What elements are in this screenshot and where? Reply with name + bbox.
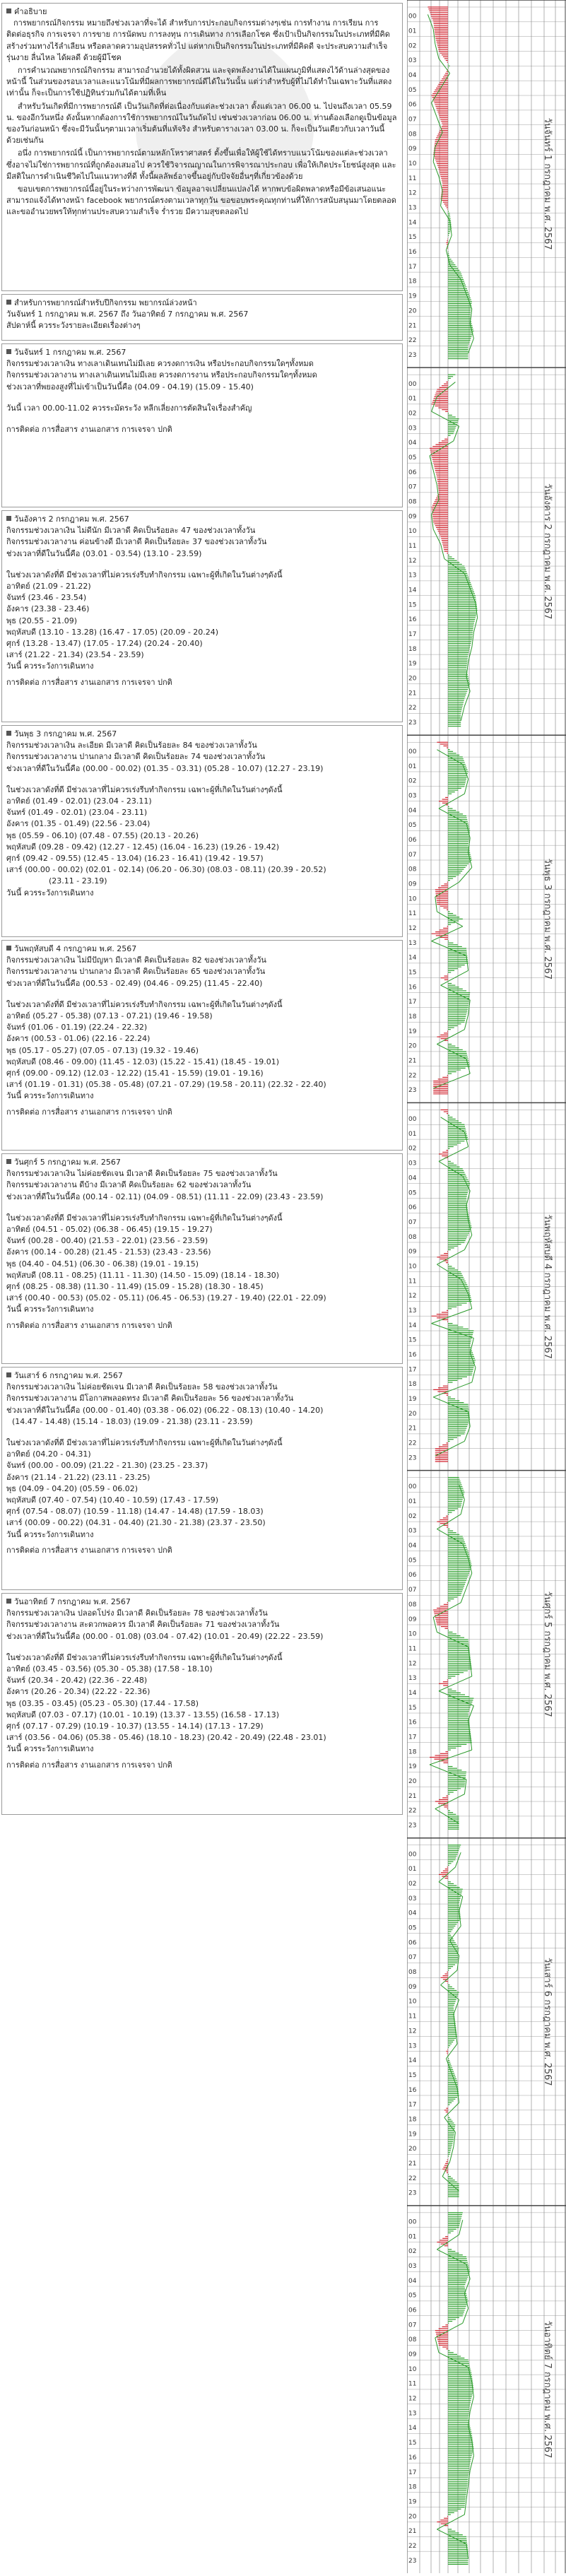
hour-tick-label: 03 [408, 425, 417, 433]
day-other-line: เสาร์ (03.56 - 04.06) (05.38 - 05.46) (18.10 - 18.23) (20.42 - 20.49) (22.48 - 23.01) [6, 1733, 326, 1743]
day-panel [1, 1367, 403, 1590]
hour-tick-label: 02 [408, 1145, 417, 1153]
day-work-activity: กิจกรรมช่วงเวลางาน มีโอกาสพลอดทรง มีเวลาดี คิดเป็นร้อยละ 56 ของช่วงเวลาทั้งวัน [6, 1394, 294, 1404]
hour-tick-label: 19 [408, 293, 417, 300]
hour-tick-label: 13 [408, 1307, 417, 1315]
hour-tick-label: 16 [408, 249, 417, 257]
hour-tick-label: 16 [408, 1719, 417, 1727]
day-other-line: จันทร์ (00.28 - 00.40) (21.53 - 22.01) (23.56 - 23.59) [6, 1236, 208, 1246]
day-vertical-label: วันเสาร์ 6 กรกฎาคม พ.ศ. 2567 [542, 1957, 553, 2086]
day-work-activity: กิจกรรมช่วงเวลางาน ปานกลาง มีเวลาดี คิดเป็นร้อยละ 65 ของช่วงเวลาทั้งวัน [6, 967, 266, 977]
hour-tick-label: 00 [408, 748, 417, 755]
hour-tick-label: 19 [408, 660, 417, 668]
day-vertical-label: วันจันทร์ 1 กรกฎาคม พ.ศ. 2567 [542, 117, 553, 250]
day-other-title: ในช่วงเวลาดังที่ดี มีช่วงเวลาที่ไม่ควรเร่งรีบทำกิจกรรม เฉพาะผู้ที่เกิดในวันต่างๆดังนี้ [6, 1438, 283, 1448]
day-panel [1, 1153, 403, 1364]
hour-tick-label: 15 [408, 234, 417, 242]
hour-tick-label: 17 [408, 2469, 417, 2476]
hour-tick-label: 22 [408, 2542, 417, 2550]
hour-tick-label: 17 [408, 2101, 417, 2109]
bullet-icon [6, 300, 11, 305]
day-other-line: การติดต่อ การสื่อสาร งานเอกสาร การเจรจา ปกติ [6, 677, 172, 687]
hour-tick-label: 08 [408, 498, 417, 506]
intro-paragraph-5: ขอบเขตการพยากรณ์นี้อยู่ในระหว่างการพัฒนา ข้อมูลอาจเปลี่ยนแปลงได้ หากพบข้อผิดพลาดหรือมีข้อเสนอแนะ สามารถแจ้งได้ทางหน้า facebook พยากรณ์ตรงตามเวลาทุกวัน ขอขอบพระคุณทุกท่านที่ให้การสนับสนุนมาโดยตลอด และขออำนวยพรให้ทุกท่านประสบความสำเร็จ ร่ำรวย มีความสุขตลอดไป [6, 184, 396, 217]
day-money-activity: กิจกรรมช่วงเวลาเงิน ไม่ค่อยชัดเจน มีเวลาดี คิดเป็นร้อยละ 75 ของช่วงเวลาทั้งวัน [6, 1169, 278, 1179]
hour-tick-label: 06 [408, 1204, 417, 1212]
day-other-title: ในช่วงเวลาดังที่ดี มีช่วงเวลาที่ไม่ควรเร่งรีบทำกิจกรรม เฉพาะผู้ที่เกิดในวันต่างๆดังนี้ [6, 1652, 283, 1662]
day-date: วันอาทิตย์ 7 กรกฎาคม พ.ศ. 2567 [6, 1596, 398, 1608]
day-best-times-cont: (14.47 - 14.48) (15.14 - 18.03) (19.09 - 21.38) (23.11 - 23.59) [12, 1416, 253, 1426]
day-vertical-label: วันพุธ 3 กรกฎาคม พ.ศ. 2567 [542, 858, 553, 980]
day-money-activity: กิจกรรมช่วงเวลาเงิน ไม่ค่อยชัดเจน มีเวลาดี คิดเป็นร้อยละ 58 ของช่วงเวลาทั้งวัน [6, 1382, 278, 1392]
hour-tick-label: 11 [408, 175, 417, 182]
hour-tick-label: 01 [408, 763, 417, 770]
day-other-line: พุธ (03.35 - 03.45) (05.23 - 05.30) (17.44 - 17.58) [6, 1698, 199, 1708]
hour-tick-label: 21 [408, 1792, 417, 1800]
hour-tick-label: 09 [408, 881, 417, 888]
bullet-icon [6, 8, 11, 13]
hour-tick-label: 08 [408, 131, 417, 139]
hour-tick-label: 01 [408, 395, 417, 403]
hour-tick-label: 20 [408, 2146, 417, 2153]
bullet-icon [6, 349, 11, 354]
hour-tick-label: 21 [408, 1425, 417, 1433]
hour-tick-label: 00 [408, 1116, 417, 1124]
hour-tick-label: 02 [408, 410, 417, 418]
hour-tick-label: 22 [408, 337, 417, 345]
day-other-line: วันนี้ ควรระวังการเดินทาง [6, 1091, 94, 1101]
day-other-line: ศุกร์ (08.25 - 08.38) (11.30 - 11.49) (15.09 - 15.28) (18.30 - 18.45) [6, 1282, 264, 1292]
day-other-line: จันทร์ (23.46 - 23.54) [6, 593, 87, 603]
day-other-line: เสาร์ (00.00 - 00.02) (02.01 - 02.14) (06.20 - 06.30) (08.03 - 08.11) (20.39 - 20.52) [6, 865, 326, 875]
hour-tick-label: 15 [408, 601, 417, 609]
hour-tick-label: 15 [408, 2440, 417, 2447]
hour-tick-label: 21 [408, 2160, 417, 2168]
hour-tick-label: 09 [408, 1983, 417, 1991]
hour-tick-label: 18 [408, 2116, 417, 2124]
hour-tick-label: 00 [408, 1483, 417, 1491]
hour-tick-label: 00 [408, 13, 417, 20]
hour-tick-label: 04 [408, 71, 417, 79]
hour-tick-label: 15 [408, 1336, 417, 1344]
hour-tick-label: 17 [408, 263, 417, 271]
day-vertical-label: วันอาทิตย์ 7 กรกฎาคม พ.ศ. 2567 [542, 2320, 553, 2459]
hour-tick-label: 21 [408, 322, 417, 330]
hour-tick-label: 17 [408, 999, 417, 1006]
day-date: วันจันทร์ 1 กรกฎาคม พ.ศ. 2567 [6, 347, 398, 358]
bullet-icon [6, 731, 11, 736]
hour-tick-label: 16 [408, 616, 417, 624]
hour-tick-label: 10 [408, 528, 417, 536]
day-other-line: วันนี้ ควรระวังการเดินทาง [6, 1744, 94, 1754]
day-best-times: ช่วงเวลาที่ดีในวันนี้คือ (00.53 - 02.49) (04.46 - 09.25) (11.45 - 22.40) [6, 978, 263, 988]
hourly-forecast-chart [407, 0, 566, 2573]
bullet-icon [6, 1599, 11, 1604]
hour-tick-label: 03 [408, 1895, 417, 1902]
day-other-line: อาทิตย์ (01.49 - 02.01) (23.04 - 23.11) [6, 796, 152, 806]
hour-tick-label: 05 [408, 1189, 417, 1197]
day-best-times: ช่วงเวลาที่ดีในวันนี้คือ (03.01 - 03.54) (13.10 - 23.59) [6, 548, 202, 558]
hour-tick-label: 11 [408, 543, 417, 551]
day-other-title: ในช่วงเวลาดังที่ดี มีช่วงเวลาที่ไม่ควรเร่งรีบทำกิจกรรม เฉพาะผู้ที่เกิดในวันต่างๆดังนี้ [6, 999, 283, 1009]
hour-tick-label: 20 [408, 675, 417, 683]
day-other-line: เสาร์ (01.19 - 01.31) (05.38 - 05.48) (07.21 - 07.29) (19.58 - 20.11) (22.32 - 22.40) [6, 1080, 326, 1090]
hour-tick-label: 12 [408, 1660, 417, 1668]
hour-tick-label: 02 [408, 42, 417, 50]
hour-tick-label: 07 [408, 851, 417, 859]
hour-tick-label: 23 [408, 351, 417, 359]
day-other-line: จันทร์ (20.34 - 20.42) (22.36 - 22.48) [6, 1676, 148, 1686]
day-money-activity: กิจกรรมช่วงเวลาเงิน ไม่มีปัญหา มีเวลาดี คิดเป็นร้อยละ 82 ของช่วงเวลาทั้งวัน [6, 955, 266, 965]
day-other-line: ศุกร์ (09.00 - 09.12) (12.03 - 12.22) (15.41 - 15.59) (19.01 - 19.16) [6, 1069, 264, 1078]
hour-tick-label: 00 [408, 1851, 417, 1859]
hour-tick-label: 09 [408, 2351, 417, 2359]
day-date: วันอังคาร 2 กรกฎาคม พ.ศ. 2567 [6, 514, 398, 525]
hour-tick-label: 03 [408, 1527, 417, 1535]
day-other-line: พฤหัสบดี (08.11 - 08.25) (11.11 - 11.30) (14.50 - 15.09) (18.14 - 18.30) [6, 1270, 280, 1280]
hour-tick-label: 15 [408, 2071, 417, 2079]
hour-tick-label: 20 [408, 1410, 417, 1418]
day-other-line: การติดต่อ การสื่อสาร งานเอกสาร การเจรจา ปกติ [6, 1320, 172, 1330]
day-caution [6, 403, 398, 414]
hour-tick-label: 19 [408, 1763, 417, 1771]
day-caution-label: วันนี้ [6, 403, 22, 413]
hour-tick-label: 11 [408, 2013, 417, 2021]
hour-tick-label: 05 [408, 1924, 417, 1932]
hour-tick-label: 20 [408, 2513, 417, 2521]
hour-tick-label: 12 [408, 924, 417, 932]
hour-tick-label: 02 [408, 1512, 417, 1520]
hour-tick-label: 14 [408, 2057, 417, 2065]
day-best-times: ช่วงเวลาที่ดีในวันนี้คือ (00.14 - 02.11) (04.09 - 08.51) (11.11 - 22.09) (23.43 - 23.59) [6, 1192, 324, 1201]
day-other-line: อังคาร (20.26 - 20.34) (22.22 - 22.36) [6, 1687, 151, 1697]
day-other-line: เสาร์ (21.22 - 21.34) (23.54 - 23.59) [6, 650, 144, 660]
day-other-line: วันนี้ ควรระวังการเดินทาง [6, 888, 94, 898]
hour-tick-label: 12 [408, 189, 417, 197]
hour-tick-label: 05 [408, 1557, 417, 1565]
hour-tick-label: 07 [408, 2322, 417, 2329]
day-work-activity: กิจกรรมช่วงเวลางาน ค่อนข้างดี มีเวลาดี คิดเป็นร้อยละ 37 ของช่วงเวลาทั้งวัน [6, 537, 267, 547]
hour-tick-label: 01 [408, 28, 417, 35]
hour-tick-label: 07 [408, 1954, 417, 1962]
hour-tick-label: 17 [408, 631, 417, 639]
hour-tick-label: 00 [408, 2218, 417, 2226]
day-other-line: พฤหัสบดี (09.28 - 09.42) (12.27 - 12.45) (16.04 - 16.23) (19.26 - 19.42) [6, 842, 280, 852]
hour-tick-label: 23 [408, 2189, 417, 2197]
day-money-activity: กิจกรรมช่วงเวลาเงิน ไม่ดีนัก มีเวลาดี คิดเป็นร้อยละ 47 ของช่วงเวลาทั้งวัน [6, 526, 256, 536]
hour-tick-label: 14 [408, 954, 417, 962]
day-other-line: ศุกร์ (13.28 - 13.47) (17.05 - 17.24) (20.24 - 20.40) [6, 639, 203, 649]
hour-tick-label: 04 [408, 1175, 417, 1182]
hour-tick-label: 05 [408, 822, 417, 830]
hour-tick-label: 04 [408, 1910, 417, 1917]
day-work-activity: กิจกรรมช่วงเวลางาน สะดวกพอควร มีเวลาดี คิดเป็นร้อยละ 71 ของช่วงเวลาทั้งวัน [6, 1620, 280, 1630]
hour-tick-label: 12 [408, 2395, 417, 2403]
hour-tick-label: 18 [408, 1748, 417, 1756]
hour-tick-label: 18 [408, 645, 417, 653]
hour-tick-label: 21 [408, 1057, 417, 1065]
hour-tick-label: 08 [408, 1969, 417, 1977]
day-contact-note: การติดต่อ การสื่อสาร งานเอกสาร การเจรจา ปกติ [6, 425, 172, 435]
hour-tick-label: 17 [408, 1734, 417, 1741]
day-other-title: ในช่วงเวลาดังที่ดี มีช่วงเวลาที่ไม่ควรเร่งรีบทำกิจกรรม เฉพาะผู้ที่เกิดในวันต่างๆดังนี้ [6, 1213, 283, 1223]
hour-tick-label: 23 [408, 2557, 417, 2565]
hour-tick-label: 10 [408, 1998, 417, 2006]
day-other-line: พุธ (04.40 - 04.51) (06.30 - 06.38) (19.01 - 19.15) [6, 1259, 199, 1269]
hour-tick-label: 04 [408, 1542, 417, 1550]
hour-tick-label: 02 [408, 1881, 417, 1888]
hour-tick-label: 23 [408, 719, 417, 727]
day-other-line: เสาร์ (00.40 - 00.53) (05.02 - 05.11) (06.45 - 06.53) (19.27 - 19.40) (22.01 - 22.09) [6, 1293, 326, 1303]
day-other-line: การติดต่อ การสื่อสาร งานเอกสาร การเจรจา ปกติ [6, 1545, 172, 1555]
hour-tick-label: 18 [408, 2483, 417, 2491]
hour-tick-label: 09 [408, 513, 417, 521]
hour-tick-label: 07 [408, 483, 417, 491]
day-panel [1, 510, 403, 722]
hour-tick-label: 18 [408, 1013, 417, 1021]
hour-tick-label: 16 [408, 1351, 417, 1359]
day-other-line: ศุกร์ (07.54 - 08.07) (10.59 - 11.18) (14.47 - 14.48) (17.59 - 18.03) [6, 1507, 264, 1517]
intro-paragraph-4: อนึ่ง การพยากรณ์นี้ เป็นการพยากรณ์ตามหลักโหราศาสตร์ ตั้งขึ้นเพื่อให้ผู้ใช้ได้ทราบแนวโน้มของแต่ละช่วงเวลา ซึ่งอาจไม่ใช่การพยากรณ์ที่ถูกต้องเสมอไป ควรใช้วิจารณญาณในการพิจารณาประกอบ เพื่อให้เกิดประโยชน์สูงสุด และมีสติในการดำเนินชีวิตไปในแนวทางที่ดี ทั้งนี้ผลลัพธ์อาจขึ้นอยู่กับปัจจัยอื่นๆที่เกี่ยวข้องด้วย [6, 148, 396, 181]
hour-tick-label: 10 [408, 1630, 417, 1638]
hour-tick-label: 08 [408, 1233, 417, 1241]
hour-tick-label: 04 [408, 807, 417, 815]
hour-tick-label: 19 [408, 2498, 417, 2506]
hour-tick-label: 13 [408, 2410, 417, 2418]
hour-tick-label: 02 [408, 2248, 417, 2256]
week-range: วันจันทร์ 1 กรกฎาคม พ.ศ. 2567 ถึง วันอาทิตย์ 7 กรกฎาคม พ.ศ. 2567 [6, 310, 249, 319]
day-work-activity: กิจกรรมช่วงเวลางาน ดีบ้าง มีเวลาดี คิดเป็นร้อยละ 62 ของช่วงเวลาทั้งวัน [6, 1180, 252, 1190]
hour-tick-label: 20 [408, 1777, 417, 1785]
day-best-times: ช่วงเวลาที่ดีในวันนี้คือ (00.00 - 01.40) (03.38 - 06.02) (06.22 - 08.13) (10.40 - 14.20) [6, 1405, 324, 1415]
bullet-icon [6, 946, 11, 951]
hour-tick-label: 06 [408, 836, 417, 844]
hour-tick-label: 06 [408, 1939, 417, 1947]
day-panel [1, 725, 403, 937]
hour-tick-label: 18 [408, 278, 417, 286]
hour-tick-label: 14 [408, 1322, 417, 1329]
day-other-line: อาทิตย์ (03.45 - 03.56) (05.30 - 05.38) (17.58 - 18.10) [6, 1664, 213, 1674]
day-other-line: พฤหัสบดี (07.03 - 07.17) (10.01 - 10.19) (13.37 - 13.55) (16.58 - 17.13) [6, 1710, 280, 1719]
week-title: สำหรับการพยากรณ์สำหรับปีกิจกรรม พยากรณ์ล่วงหน้า [6, 298, 398, 309]
day-other-line: อาทิตย์ (04.20 - 04.31) [6, 1449, 91, 1459]
hour-tick-label: 22 [408, 1072, 417, 1080]
hour-tick-label: 14 [408, 1689, 417, 1697]
hour-tick-label: 02 [408, 777, 417, 785]
hour-tick-label: 06 [408, 469, 417, 476]
week-summary-panel [1, 294, 403, 341]
day-other-line: พุธ (05.17 - 05.27) (07.05 - 07.13) (19.32 - 19.46) [6, 1045, 199, 1055]
day-panel [1, 940, 403, 1151]
hour-tick-label: 08 [408, 2336, 417, 2344]
day-best-times: ช่วงเวลาที่พยองสูงที่ไม่เข้าเป็นวันนี้คือ (04.09 - 04.19) (15.09 - 15.40) [6, 382, 254, 392]
hour-tick-label: 23 [408, 1454, 417, 1462]
hour-tick-label: 01 [408, 1498, 417, 1506]
hour-tick-label: 13 [408, 2042, 417, 2050]
day-work-activity: กิจกรรมช่วงเวลางาน ทางเลาเดินเทนไม่มีเลย ควรงดการงาน หรือประกอบกิจกรรมใดๆทั้งหมด [6, 370, 317, 380]
hour-tick-label: 10 [408, 895, 417, 903]
hour-tick-label: 16 [408, 2454, 417, 2462]
day-caution-text: เวลา 00.00-11.02 ควรระมัดระวัง หลีกเลี่ยงการตัดสินใจเรื่องสำคัญ [23, 403, 252, 413]
day-other-line: พุธ (04.09 - 04.20) (05.59 - 06.02) [6, 1483, 138, 1493]
bullet-icon [6, 516, 11, 521]
hour-tick-label: 14 [408, 587, 417, 594]
hour-tick-label: 20 [408, 1042, 417, 1050]
day-other-line: อังคาร (00.14 - 00.28) (21.45 - 21.53) (23.43 - 23.56) [6, 1247, 211, 1257]
hour-tick-label: 10 [408, 1263, 417, 1271]
hour-tick-label: 04 [408, 440, 417, 447]
hour-tick-label: 07 [408, 116, 417, 124]
day-date: วันพฤหัสบดี 4 กรกฎาคม พ.ศ. 2567 [6, 943, 398, 955]
hour-tick-label: 09 [408, 1616, 417, 1623]
day-other-line: (23.11 - 23.19) [49, 876, 107, 886]
hour-tick-label: 05 [408, 2292, 417, 2300]
day-other-line: วันนี้ ควรระวังการเดินทาง [6, 1529, 94, 1539]
hour-tick-label: 00 [408, 380, 417, 388]
hour-tick-label: 06 [408, 1572, 417, 1580]
day-other-title: ในช่วงเวลาดังที่ดี มีช่วงเวลาที่ไม่ควรเร่งรีบทำกิจกรรม เฉพาะผู้ที่เกิดในวันต่างๆดังนี้ [6, 570, 283, 580]
day-other-line: การติดต่อ การสื่อสาร งานเอกสาร การเจรจา ปกติ [6, 1760, 172, 1770]
hour-tick-label: 12 [408, 557, 417, 565]
day-other-line: พุธ (05.59 - 06.10) (07.48 - 07.55) (20.13 - 20.26) [6, 830, 199, 840]
day-other-line: จันทร์ (01.06 - 01.19) (22.24 - 22.32) [6, 1023, 148, 1033]
hour-tick-label: 14 [408, 2425, 417, 2433]
hour-tick-label: 05 [408, 454, 417, 461]
hour-tick-label: 07 [408, 1218, 417, 1226]
hour-tick-label: 06 [408, 101, 417, 109]
hour-tick-label: 22 [408, 1807, 417, 1815]
hour-tick-label: 23 [408, 1822, 417, 1830]
hour-tick-label: 11 [408, 1278, 417, 1286]
hour-tick-label: 06 [408, 2307, 417, 2315]
hour-tick-label: 12 [408, 2028, 417, 2035]
day-other-line: พฤหัสบดี (08.46 - 09.00) (11.45 - 12.03) (15.22 - 15.41) (18.45 - 19.01) [6, 1057, 280, 1066]
day-other-line: อาทิตย์ (05.27 - 05.38) (07.13 - 07.21) (19.46 - 19.58) [6, 1011, 213, 1021]
day-work-activity: กิจกรรมช่วงเวลางาน ปานกลาง มีเวลาดี คิดเป็นร้อยละ 74 ของช่วงเวลาทั้งวัน [6, 752, 266, 762]
hour-tick-label: 01 [408, 1130, 417, 1138]
hour-tick-label: 19 [408, 2131, 417, 2139]
hour-tick-label: 21 [408, 690, 417, 698]
hour-tick-label: 22 [408, 1440, 417, 1447]
hour-tick-label: 01 [408, 2233, 417, 2241]
intro-paragraph-3: สำหรับวันเกิดที่มีการพยากรณ์ดี เป็นวันเกิดที่ต่อเนื่องกับแต่ละช่วงเวลา ตั้งแต่เวลา 06.00 น. ไปจนถึงเวลา 05.59 น. ของอีกวันหนึ่ง ดังนั้นหากต้องการใช้การพยากรณ์ในวันถัดไป เช่นช่วงเวลาก่อน 06.00 น. ท่านต้องเลือกดูเป็นข้อมูลของวันก่อนหน้า ซึ่งจะมีวันนั้นๆตามเวลาเริ่มต้นที่แท้จริง สำหรับตารางเวลา 03.00 น. ก็จะเป็นวันเดียวกับเวลาวันนี้ด้วยเช่นกัน [6, 101, 397, 146]
day-panel [1, 1593, 403, 1815]
hour-tick-label: 13 [408, 572, 417, 580]
hour-tick-label: 10 [408, 2365, 417, 2373]
hour-tick-label: 11 [408, 910, 417, 918]
day-other-line: ศุกร์ (09.42 - 09.55) (12.45 - 13.04) (16.23 - 16.41) (19.42 - 19.57) [6, 854, 264, 864]
hour-tick-label: 10 [408, 160, 417, 168]
day-other-line: พฤหัสบดี (13.10 - 13.28) (16.47 - 17.05) (20.09 - 20.24) [6, 627, 219, 637]
hour-tick-label: 07 [408, 1587, 417, 1594]
day-date: วันพุธ 3 กรกฎาคม พ.ศ. 2567 [6, 729, 398, 740]
hour-tick-label: 09 [408, 146, 417, 153]
hour-tick-label: 11 [408, 2380, 417, 2388]
bullet-icon [6, 1159, 11, 1164]
day-other-line: อังคาร (21.14 - 21.22) (23.11 - 23.25) [6, 1472, 151, 1482]
hourly-chart-column [407, 0, 566, 2573]
day-vertical-label: วันศุกร์ 5 กรกฎาคม พ.ศ. 2567 [542, 1591, 553, 1717]
intro-title: คำอธิบาย [6, 6, 398, 18]
hour-tick-label: 05 [408, 86, 417, 94]
intro-panel [1, 3, 403, 291]
hour-tick-label: 19 [408, 1028, 417, 1035]
hour-tick-label: 03 [408, 1160, 417, 1168]
hour-tick-label: 11 [408, 1645, 417, 1653]
hour-tick-label: 17 [408, 1366, 417, 1374]
day-date: วันเสาร์ 6 กรกฎาคม พ.ศ. 2567 [6, 1370, 398, 1382]
day-other-line: อังคาร (23.38 - 23.46) [6, 604, 90, 614]
day-other-line: จันทร์ (00.00 - 00.09) (21.22 - 21.30) (23.25 - 23.37) [6, 1461, 208, 1471]
day-best-times: ช่วงเวลาที่ดีในวันนี้คือ (00.00 - 00.02) (01.35 - 03.31) (05.28 - 10.07) (12.27 - 23.19) [6, 763, 324, 773]
day-best-times: ช่วงเวลาที่ดีในวันนี้คือ (00.00 - 01.08) (03.04 - 07.42) (10.01 - 20.49) (22.22 - 23.59) [6, 1631, 324, 1641]
hour-tick-label: 13 [408, 1675, 417, 1683]
day-other-line: อาทิตย์ (21.09 - 21.22) [6, 582, 91, 592]
hour-tick-label: 13 [408, 204, 417, 212]
hour-tick-label: 03 [408, 57, 417, 65]
day-other-line: เสาร์ (00.09 - 00.22) (04.31 - 04.40) (21.30 - 21.38) (23.37 - 23.50) [6, 1518, 266, 1528]
bullet-icon [6, 1372, 11, 1377]
day-other-line: วันนี้ ควรระวังการเดินทาง [6, 661, 94, 671]
hour-tick-label: 08 [408, 866, 417, 874]
intro-paragraph-1: การพยากรณ์กิจกรรม หมายถึงช่วงเวลาที่จะได้ สำหรับการประกอบกิจกรรมต่างๆเช่น การทำงาน การเรียน การติดต่อธุรกิจ การเจรจา การขาย การนัดพบ การลงทุน การเดินทาง การเลือกโชค ซึ่งเป้าเป็นกิจกรรมในประเภทที่มีคิดสร้างร่วมทางไร้ลำเลียน หรือตลาดความอุปสรรคทั่วไป แต่หากเป็นกิจกรรมในประเภทที่มีคิดดี จะประสบความสำเร็จ รุ่นงาย ลื่นไหล ได้ผลดี ด้วยผู้มีโชค [6, 18, 390, 62]
hour-tick-label: 21 [408, 2528, 417, 2536]
hour-tick-label: 20 [408, 307, 417, 315]
day-other-line: ศุกร์ (07.17 - 07.29) (10.19 - 10.37) (13.55 - 14.14) (17.13 - 17.29) [6, 1722, 264, 1731]
day-money-activity: กิจกรรมช่วงเวลาเงิน ละเอียด มีเวลาดี คิดเป็นร้อยละ 84 ของช่วงเวลาทั้งวัน [6, 741, 257, 751]
hour-tick-label: 01 [408, 1866, 417, 1874]
day-money-activity: กิจกรรมช่วงเวลาเงิน ปลอดโปร่ง มีเวลาดี คิดเป็นร้อยละ 78 ของช่วงเวลาทั้งวัน [6, 1608, 268, 1618]
hour-tick-label: 12 [408, 1293, 417, 1300]
hour-tick-label: 19 [408, 1396, 417, 1404]
hour-tick-label: 18 [408, 1381, 417, 1389]
day-other-title: ในช่วงเวลาดังที่ดี มีช่วงเวลาที่ไม่ควรเร่งรีบทำกิจกรรม เฉพาะผู้ที่เกิดในวันต่างๆดังนี้ [6, 784, 283, 794]
hour-tick-label: 22 [408, 705, 417, 712]
hour-tick-label: 13 [408, 939, 417, 947]
day-other-line: จันทร์ (01.49 - 02.01) (23.04 - 23.11) [6, 808, 148, 818]
day-vertical-label: วันพฤหัสบดี 4 กรกฎาคม พ.ศ. 2567 [542, 1214, 553, 1359]
day-panel [1, 343, 403, 507]
hour-tick-label: 09 [408, 1248, 417, 1256]
day-vertical-label: วันอังคาร 2 กรกฎาคม พ.ศ. 2567 [542, 483, 553, 620]
hour-tick-label: 15 [408, 1704, 417, 1712]
hour-tick-label: 14 [408, 219, 417, 227]
hour-tick-label: 15 [408, 969, 417, 977]
day-date: วันศุกร์ 5 กรกฎาคม พ.ศ. 2567 [6, 1157, 398, 1168]
day-other-line: อังคาร (01.35 - 01.49) (22.56 - 23.04) [6, 819, 151, 829]
hour-tick-label: 03 [408, 792, 417, 800]
day-other-line: อังคาร (00.53 - 01.06) (22.16 - 22.24) [6, 1034, 151, 1044]
hour-tick-label: 23 [408, 1087, 417, 1095]
hour-tick-label: 03 [408, 2263, 417, 2271]
hour-tick-label: 16 [408, 2086, 417, 2094]
week-summary: สัปดาห์นี้ ควรระวังรายละเอียดเรื่องต่างๆ [6, 321, 141, 331]
day-money-activity: กิจกรรมช่วงเวลาเงิน ทางเลาเดินเทนไม่มีเลย ควรงดการเงิน หรือประกอบกิจกรรมใดๆทั้งหมด [6, 359, 314, 369]
hour-tick-label: 04 [408, 2277, 417, 2285]
hour-tick-label: 22 [408, 2175, 417, 2182]
day-other-line: พุธ (20.55 - 21.09) [6, 616, 77, 625]
intro-paragraph-2: การคำนวณพยากรณ์กิจกรรม สามารถอำนวยได้ทั้งผิดสวน และจุดพลังงานได้ในแผนภูมิที่แสดงไว้ด้านล่างสุดของหน้านี้ ในส่วนของรอบเวลาและแนวโน้มที่มีผลการพยากรณ์ดีได้ในวันนั้น แต่ว่าสำหรับผู้ที่ไม่ได้ทำในเฉพาะวันที่แสดงเท่านั้น ก็จะเป็นการใช้ปฏิทินร่วมกันได้ตามที่เห็น [6, 66, 392, 98]
hour-tick-label: 08 [408, 1601, 417, 1608]
day-other-line: อาทิตย์ (04.51 - 05.02) (06.38 - 06.45) (19.15 - 19.27) [6, 1225, 213, 1235]
day-other-line: วันนี้ ควรระวังการเดินทาง [6, 1305, 94, 1315]
day-other-line: การติดต่อ การสื่อสาร งานเอกสาร การเจรจา ปกติ [6, 1107, 172, 1117]
hour-tick-label: 16 [408, 984, 417, 992]
day-other-line: พฤหัสบดี (07.40 - 07.54) (10.40 - 10.59) (17.43 - 17.59) [6, 1495, 219, 1505]
